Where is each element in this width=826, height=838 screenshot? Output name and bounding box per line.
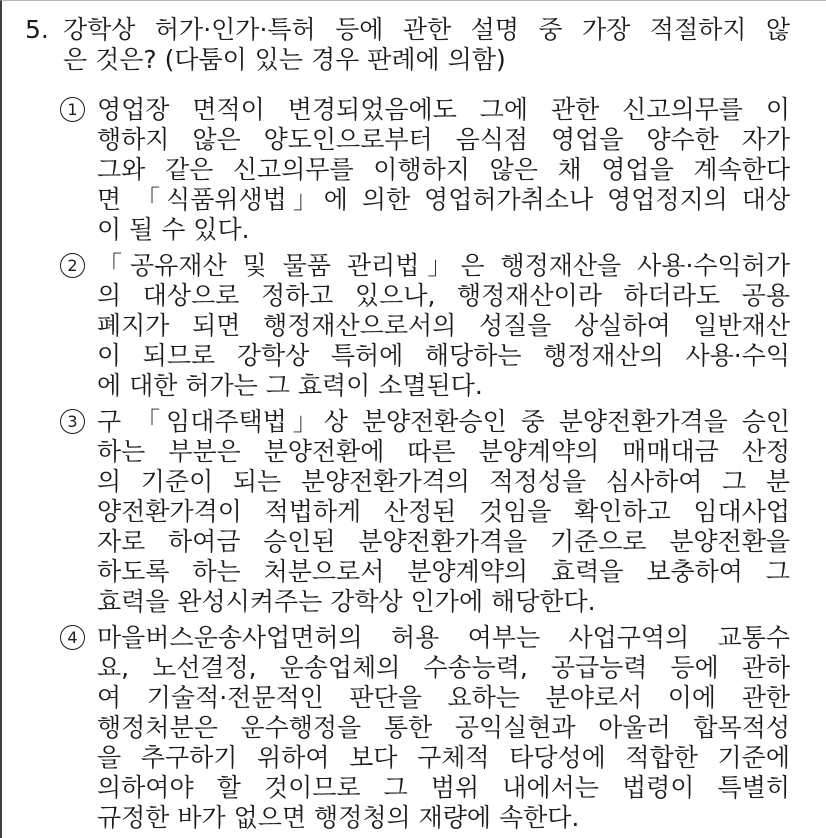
question-text-line: 강학상 허가·인가·특허 등에 관한 설명 중 가장 적절하지 않 xyxy=(63,15,790,44)
option-text-line: 규정한 바가 없으면 행정청의 재량에 속한다. xyxy=(97,803,580,832)
option-text-line: 「공유재산 및 물품 관리법」은 행정재산을 사용·수익허가 xyxy=(97,251,790,280)
option-text-line: 을 추구하기 위하여 보다 구체적 타당성에 적합한 기준에 xyxy=(97,743,790,772)
question-number: 5. xyxy=(25,15,49,44)
option-text-line: 이 되므로 강학상 특허에 해당하는 행정재산의 사용·수익 xyxy=(97,341,790,370)
option-text-line: 이 될 수 있다. xyxy=(97,215,250,244)
option-text-line: 행하지 않은 양도인으로부터 음식점 영업을 양수한 자가 xyxy=(97,125,790,154)
option-text-line: 하도록 하는 처분으로서 분양계약의 효력을 보충하여 그 xyxy=(97,557,790,586)
option-marker-circled-number: 4 xyxy=(60,625,85,650)
option-text-line: 폐지가 되면 행정재산으로서의 성질을 상실하여 일반재산 xyxy=(97,311,790,340)
option-text-line: 양전환가격이 적법하게 산정된 것임을 확인하고 임대사업 xyxy=(97,497,790,526)
option-text-line: 그와 같은 신고의무를 이행하지 않은 채 영업을 계속한다 xyxy=(97,155,790,184)
option-text-line: 의 기준이 되는 분양전환가격의 적정성을 심사하여 그 분 xyxy=(97,467,790,496)
question-text xyxy=(63,15,790,75)
option-text xyxy=(97,623,790,833)
option-text-line: 구 「임대주택법」상 분양전환승인 중 분양전환가격을 승인 xyxy=(97,407,790,436)
option-marker-circled-number: 3 xyxy=(60,409,85,434)
option-text-line: 하는 부분은 분양전환에 따른 분양계약의 매매대금 산정 xyxy=(97,437,790,466)
option-text-line: 영업장 면적이 변경되었음에도 그에 관한 신고의무를 이 xyxy=(97,95,790,124)
option-text-line: 에 대한 허가는 그 효력이 소멸된다. xyxy=(97,371,483,400)
options-list xyxy=(60,95,790,833)
question-header xyxy=(25,15,790,75)
option-text xyxy=(97,407,790,617)
option-text-line: 여 기술적·전문적인 판단을 요하는 분야로서 이에 관한 xyxy=(97,683,790,712)
option-text-line: 자로 하여금 승인된 분양전환가격을 기준으로 분양전환을 xyxy=(97,527,790,556)
option-item xyxy=(60,95,790,245)
option-text-line: 의하여야 할 것이므로 그 범위 내에서는 법령이 특별히 xyxy=(97,773,790,802)
option-marker-circled-number: 2 xyxy=(60,253,85,278)
option-item xyxy=(60,251,790,401)
option-text-line: 행정처분은 운수행정을 통한 공익실현과 아울러 합목적성 xyxy=(97,713,790,742)
option-text-line: 의 대상으로 정하고 있으나, 행정재산이라 하더라도 공용 xyxy=(97,281,790,310)
option-text-line: 요, 노선결정, 운송업체의 수송능력, 공급능력 등에 관하 xyxy=(97,653,790,682)
question-text-line: 은 것은? (다툼이 있는 경우 판례에 의함) xyxy=(63,45,506,74)
option-item xyxy=(60,623,790,833)
option-item xyxy=(60,407,790,617)
option-marker-circled-number: 1 xyxy=(60,97,85,122)
option-text-line: 효력을 완성시켜주는 강학상 인가에 해당한다. xyxy=(97,587,596,616)
option-text-line: 면 「식품위생법」에 의한 영업허가취소나 영업정지의 대상 xyxy=(97,185,790,214)
option-text xyxy=(97,251,790,401)
option-text-line: 마을버스운송사업면허의 허용 여부는 사업구역의 교통수 xyxy=(97,623,790,652)
option-text xyxy=(97,95,790,245)
